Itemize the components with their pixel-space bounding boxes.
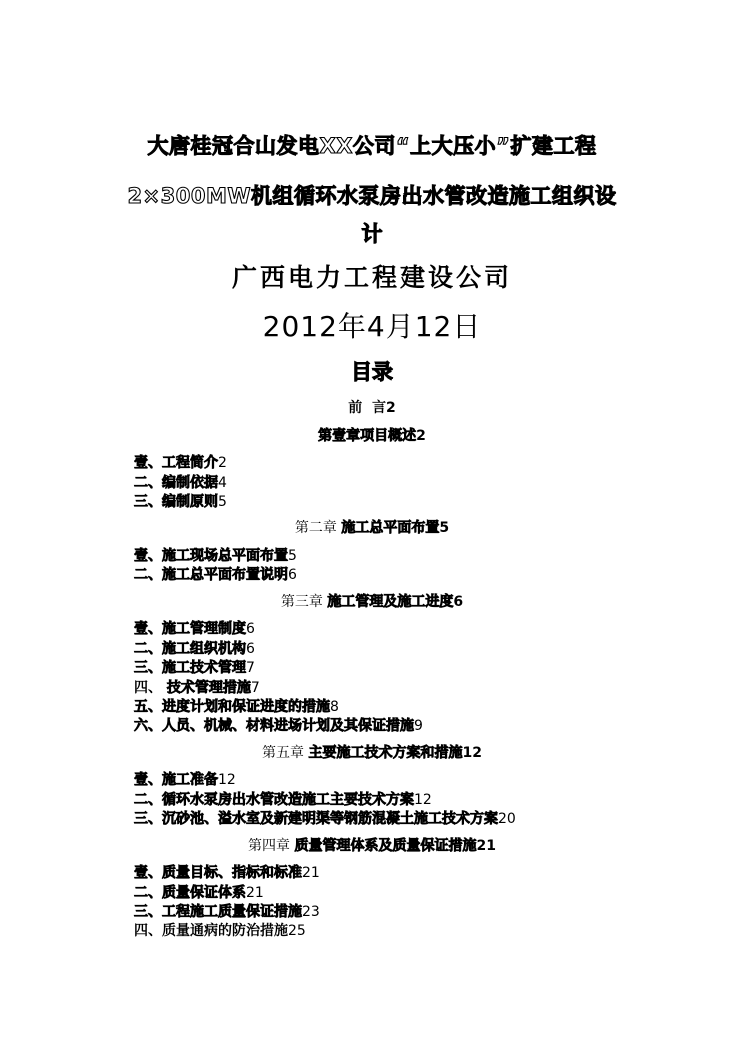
toc-item[interactable] xyxy=(134,901,320,921)
toc-item[interactable] xyxy=(134,618,255,638)
toc-item[interactable] xyxy=(134,638,255,658)
toc-page-number: 2 xyxy=(386,400,396,416)
toc-item[interactable] xyxy=(134,769,236,789)
toc-item-label: 二、编制依据 xyxy=(134,475,218,491)
toc-title: 目录 xyxy=(351,360,393,384)
toc-chapter-prefix: 第三章 xyxy=(280,594,328,610)
toc-item-label: 三、编制原则 xyxy=(134,494,218,510)
toc-item-label: 壹、工程简介 xyxy=(134,455,218,471)
toc-page-number: 21 xyxy=(246,885,264,901)
document-date: 2012年4月12日 xyxy=(262,310,482,343)
toc-page-number: 9 xyxy=(414,718,423,734)
toc-page-number: 2 xyxy=(218,455,227,471)
toc-item-label: 二、循环水泵房出水管改造施工主要技术方案 xyxy=(134,792,414,808)
toc-page-number: 25 xyxy=(288,923,306,939)
toc-page-number: 5 xyxy=(288,548,297,564)
toc-page-number: 6 xyxy=(246,621,255,637)
toc-item-label: 四、质量通病的防治措施 xyxy=(134,923,288,939)
toc-page-number: 6 xyxy=(288,567,297,583)
toc-chapter-1[interactable] xyxy=(0,425,744,445)
toc-item[interactable] xyxy=(134,882,264,902)
toc-chapter-label: 第壹章项目概述 xyxy=(318,428,417,444)
toc-chapter-4[interactable] xyxy=(0,835,744,855)
toc-page-number: 8 xyxy=(330,699,339,715)
toc-item[interactable] xyxy=(134,564,297,584)
toc-page-number: 6 xyxy=(453,594,464,610)
toc-chapter-label: 质量管理体系及质量保证措施 xyxy=(294,838,477,854)
toc-item-prefix: 四、 xyxy=(134,680,167,696)
toc-item[interactable] xyxy=(134,789,432,809)
toc-page-number: 4 xyxy=(218,475,227,491)
toc-page-number: 5 xyxy=(439,520,450,536)
toc-page-number: 20 xyxy=(498,811,516,827)
toc-item-label: 壹、施工现场总平面布置 xyxy=(134,548,288,564)
toc-item[interactable] xyxy=(134,491,227,511)
toc-page-number: 21 xyxy=(476,838,496,854)
toc-item[interactable] xyxy=(134,808,516,828)
toc-item-label: 二、施工组织机构 xyxy=(134,641,246,657)
toc-chapter-prefix: 第四章 xyxy=(248,838,295,854)
toc-chapter-3[interactable] xyxy=(0,591,744,611)
toc-item[interactable] xyxy=(134,920,306,940)
toc-page-number: 12 xyxy=(218,772,236,788)
toc-item-label: 壹、施工准备 xyxy=(134,772,218,788)
toc-item-label: 二、质量保证体系 xyxy=(134,885,246,901)
toc-chapter-prefix: 第五章 xyxy=(262,745,309,761)
toc-chapter-label: 主要施工技术方案和措施 xyxy=(308,745,463,761)
toc-item[interactable] xyxy=(134,545,297,565)
toc-page-number: 12 xyxy=(414,792,432,808)
toc-page-number: 2 xyxy=(416,428,426,444)
toc-chapter-label: 施工管理及施工进度 xyxy=(327,594,454,610)
toc-item-label: 三、工程施工质量保证措施 xyxy=(134,904,302,920)
toc-item-label: 技术管理措施 xyxy=(166,680,251,696)
title-line-2: 2×300MW机组循环水泵房出水管改造施工组织设 xyxy=(127,184,617,208)
toc-chapter-prefix: 第二章 xyxy=(294,520,342,536)
toc-preface-label: 前 言 xyxy=(348,400,386,416)
toc-item-label: 三、施工技术管理 xyxy=(134,660,246,676)
toc-preface[interactable] xyxy=(0,397,744,417)
toc-item[interactable] xyxy=(134,677,260,697)
company-name: 广西电力工程建设公司 xyxy=(231,263,512,292)
toc-item[interactable] xyxy=(134,862,320,882)
toc-item-label: 二、施工总平面布置说明 xyxy=(134,567,288,583)
toc-page-number: 7 xyxy=(246,660,255,676)
toc-item-label: 壹、施工管理制度 xyxy=(134,621,246,637)
title-line-1: 大唐桂冠合山发电XX公司“上大压小”扩建工程 xyxy=(147,134,597,158)
toc-page-number: 23 xyxy=(302,904,320,920)
toc-page-number: 21 xyxy=(302,865,320,881)
toc-item-label: 五、进度计划和保证进度的措施 xyxy=(134,699,330,715)
toc-item-label: 三、沉砂池、溢水室及新建明渠等钢筋混凝土施工技术方案 xyxy=(134,811,498,827)
toc-chapter-2[interactable] xyxy=(0,517,744,537)
toc-chapter-5[interactable] xyxy=(0,742,744,762)
toc-item[interactable] xyxy=(134,715,423,735)
toc-item[interactable] xyxy=(134,472,227,492)
toc-item[interactable] xyxy=(134,657,255,677)
toc-item[interactable] xyxy=(134,696,339,716)
toc-item[interactable] xyxy=(134,452,227,472)
toc-page-number: 12 xyxy=(462,745,482,761)
toc-page-number: 6 xyxy=(246,641,255,657)
toc-item-label: 壹、质量目标、指标和标准 xyxy=(134,865,302,881)
toc-page-number: 7 xyxy=(250,680,260,696)
title-line-3: 计 xyxy=(361,222,383,246)
toc-item-label: 六、人员、机械、材料进场计划及其保证措施 xyxy=(134,718,414,734)
toc-page-number: 5 xyxy=(218,494,227,510)
toc-chapter-label: 施工总平面布置 xyxy=(341,520,440,536)
